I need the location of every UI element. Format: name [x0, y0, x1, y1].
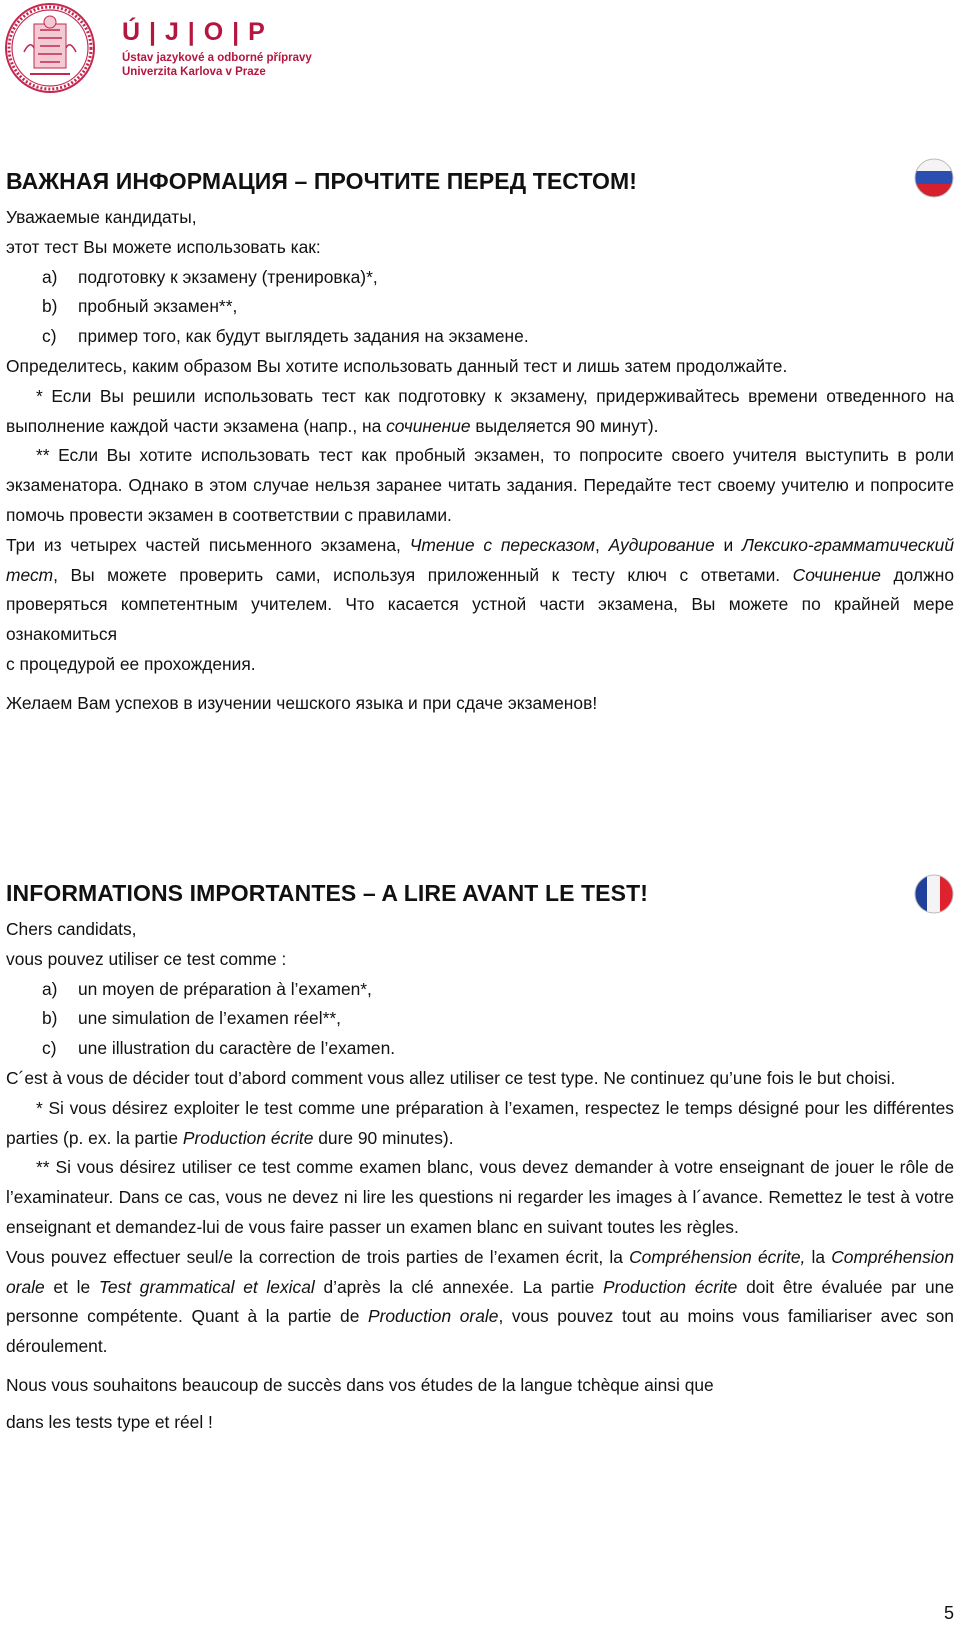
french-title: INFORMATIONS IMPORTANTES – A LIRE AVANT LE TEST! [6, 880, 648, 906]
list-item [6, 292, 954, 322]
list-text: un moyen de préparation à l’examen*, [78, 978, 372, 999]
french-wish-1: Nous vous souhaitons beaucoup de succès dans vos études de la langue tchèque ainsi que [6, 1374, 714, 1395]
header [4, 2, 424, 98]
list-marker: b) [42, 296, 58, 317]
french-options [6, 975, 954, 1064]
list-marker: b) [42, 1008, 58, 1029]
russian-title: ВАЖНАЯ ИНФОРМАЦИЯ – ПРОЧТИТЕ ПЕРЕД ТЕСТОМ! [6, 168, 638, 194]
russian-self-check-end: с процедурой ее прохождения. [6, 653, 256, 674]
university-name: Univerzita Karlova v Praze [122, 66, 266, 78]
russian-section [6, 168, 954, 719]
list-marker: c) [42, 326, 57, 347]
ujop-logo: Ú | J | O | P [122, 18, 266, 46]
list-item [6, 975, 954, 1005]
french-greeting: Chers candidats, [6, 919, 137, 939]
russian-decide: Определитесь, каким образом Вы хотите использовать данный тест и лишь затем продолжайте. [6, 355, 788, 376]
russian-greeting: Уважаемые кандидаты, [6, 207, 197, 227]
french-decide: C´est à vous de décider tout d’abord comment vous allez utiliser ce test type. Ne continuez qu’une fois le but choisi. [6, 1067, 896, 1088]
french-note-2: ** Si vous désirez utiliser ce test comme examen blanc, vous devez demander à votre enseignant de jouer le rôle de l’examinateur. Dans ce cas, vous ne devez ni lire les questions ni regarder les images à l´avance. Remettez le test à votre enseignant et demandez-lui de vous faire passer un examen blanc en suivant toutes les règles. [6, 1157, 954, 1237]
list-marker: a) [42, 266, 58, 287]
university-seal-icon [4, 2, 96, 94]
list-item [6, 1004, 954, 1034]
russian-options [6, 263, 954, 352]
list-item [6, 263, 954, 293]
french-intro: vous pouvez utiliser ce test comme : [6, 948, 287, 969]
russian-wish: Желаем Вам успехов в изучении чешского языка и при сдаче экзаменов! [6, 692, 598, 713]
russian-self-check: Три из четырех частей письменного экзамена, Чтение с пересказом, Аудирование и Лексико-грамматический тест, Вы можете проверить сами, используя приложенный к тесту ключ с ответами. Сочинение должно проверяться компетентным учителем. Что касается устной части экзамена, Вы можете по крайней мере ознакомиться [6, 534, 954, 645]
list-item [6, 322, 954, 352]
russian-note-2: ** Если Вы хотите использовать тест как пробный экзамен, то попросите своего учителя выступить в роли экзаменатора. Однако в этом случае нельзя заранее читать задания. Передайте тест своему учителю и попросите помочь провести экзамен в соответствии с правилами. [6, 445, 954, 525]
list-marker: c) [42, 1038, 57, 1059]
french-note-1: * Si vous désirez exploiter le test comme une préparation à l’examen, respectez le temps désigné pour les différentes parties (p. ex. la partie Production écrite dure 90 minutes). [6, 1097, 954, 1148]
french-wish-2: dans les tests type et réel ! [6, 1411, 213, 1432]
list-text: une simulation de l’examen réel**, [78, 1008, 341, 1029]
french-self-check: Vous pouvez effectuer seul/e la correction de trois parties de l’examen écrit, la Compréhension écrite, la Compréhension orale et le Test grammatical et lexical d’après la clé annexée. La partie Production écrite doit être évaluée par une personne compétente. Quant à la partie de Production orale, vous pouvez tout au moins vous familiariser avec son déroulement. [6, 1246, 954, 1357]
russian-intro: этот тест Вы можете использовать как: [6, 236, 321, 257]
list-item [6, 1034, 954, 1064]
list-text: пример того, как будут выглядеть задания на экзамене. [78, 326, 529, 347]
institute-name: Ústav jazykové a odborné přípravy [122, 52, 312, 64]
french-section [6, 880, 954, 1438]
list-text: une illustration du caractère de l’examen. [78, 1038, 396, 1059]
list-text: пробный экзамен**, [78, 296, 238, 317]
list-text: подготовку к экзамену (тренировка)*, [78, 266, 378, 287]
list-marker: a) [42, 978, 58, 999]
russian-note-1: * Если Вы решили использовать тест как подготовку к экзамену, придерживайтесь времени отведенного на выполнение каждой части экзамена (напр., на сочинение выделяется 90 минут). [6, 385, 954, 436]
page-number: 5 [943, 1603, 954, 1623]
